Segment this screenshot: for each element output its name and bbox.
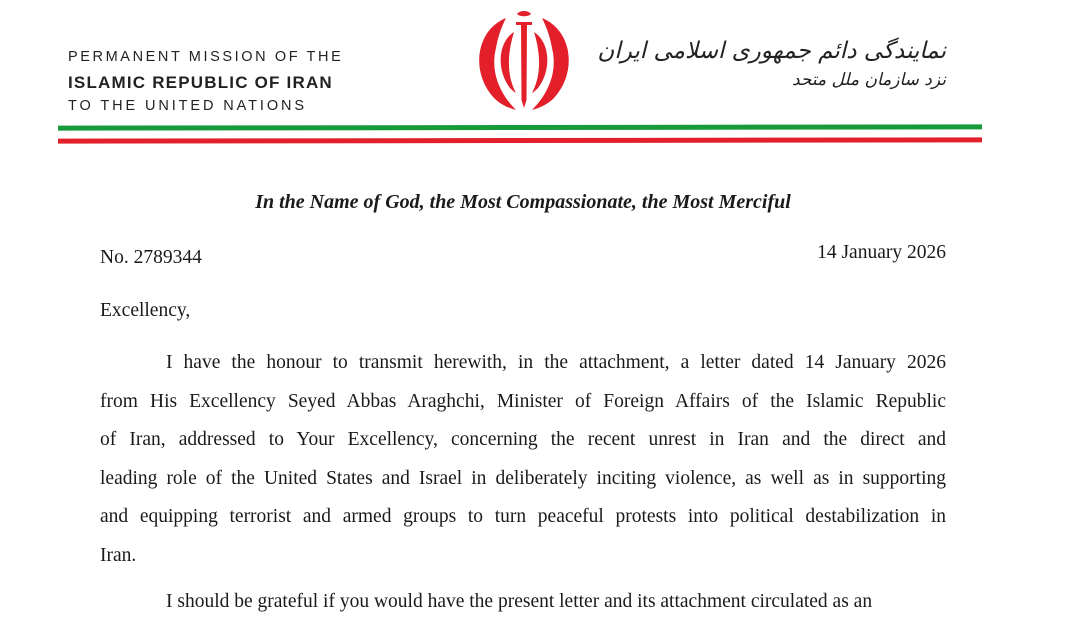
persian-line-2: نزد سازمان ملل متحد xyxy=(791,70,946,90)
body-paragraph-2: I should be grateful if you would have the present letter and its attachment circulated as an xyxy=(166,591,873,612)
red-rule xyxy=(58,137,982,143)
letterhead-line-1: PERMANENT MISSION OF THE xyxy=(68,49,344,65)
body-paragraph-1 xyxy=(100,344,946,575)
invocation-heading: In the Name of God, the Most Compassionate, the Most Merciful xyxy=(255,191,791,213)
paragraph-line: and equipping terrorist and armed groups to turn peaceful protests into political destabilization in xyxy=(100,506,946,527)
persian-line-1: نمایندگی دائم جمهوری اسلامی ایران xyxy=(597,38,946,64)
letterhead-line-3: TO THE UNITED NATIONS xyxy=(68,98,307,114)
reference-number: No. 2789344 xyxy=(100,247,202,268)
salutation: Excellency, xyxy=(100,300,191,321)
paragraph-line: I have the honour to transmit herewith, in the attachment, a letter dated 14 January 2026 xyxy=(166,352,946,373)
paragraph-line: from His Excellency Seyed Abbas Araghchi, Minister of Foreign Affairs of the Islamic Republic xyxy=(100,390,946,412)
persian-letterhead xyxy=(597,38,946,90)
green-rule xyxy=(58,124,982,130)
letter-date: 14 January 2026 xyxy=(817,242,946,263)
paragraph-line: of Iran, addressed to Your Excellency, concerning the recent unrest in Iran and the direct and xyxy=(100,429,946,450)
paragraph-line: Iran. xyxy=(100,544,137,566)
paragraph-line: leading role of the United States and Israel in deliberately inciting violence, as well as in supporting xyxy=(100,467,946,489)
iran-emblem-icon xyxy=(470,8,578,112)
letterhead-line-2: ISLAMIC REPUBLIC OF IRAN xyxy=(68,73,333,92)
